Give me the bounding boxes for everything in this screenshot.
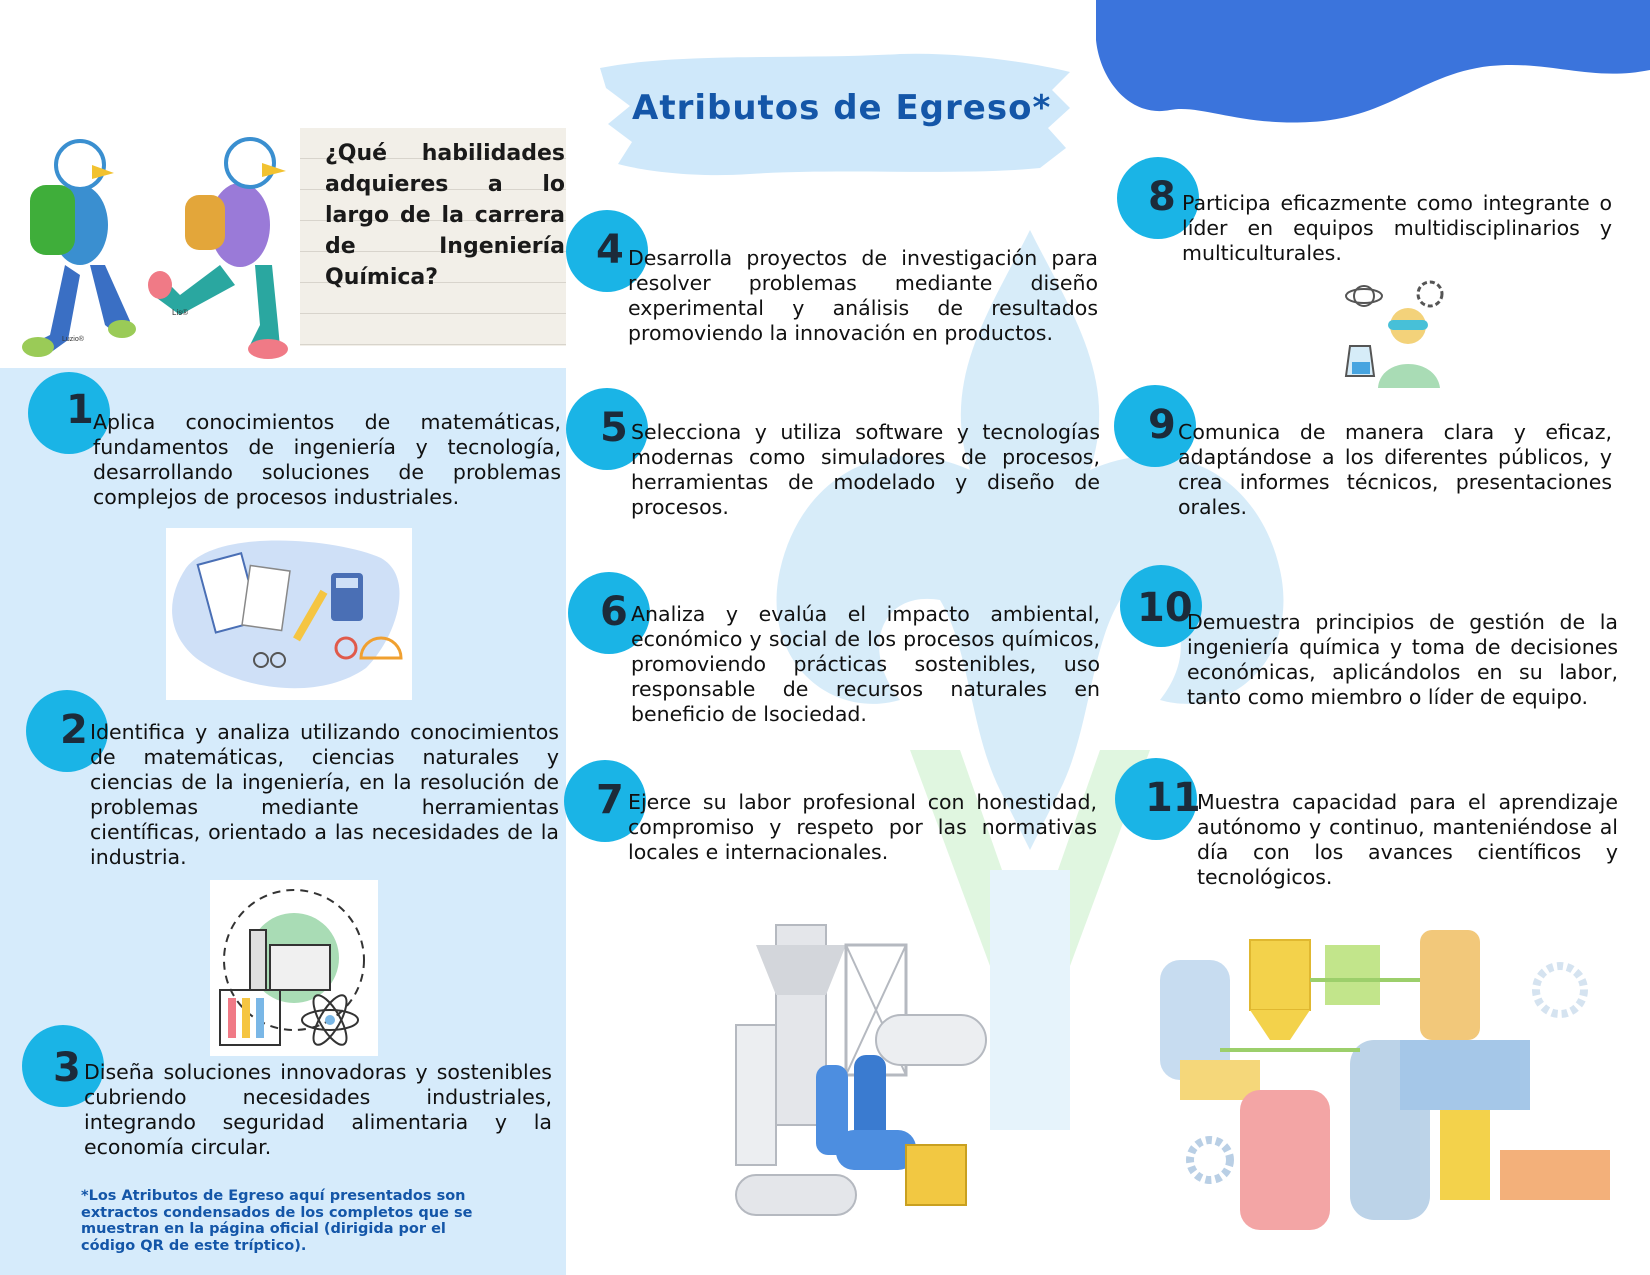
attribute-2-number: 2 xyxy=(60,707,88,753)
attribute-11-text: Muestra capacidad para el aprendizaje autónomo y continuo, manteniéndose al día con los avances científicos y tecnológicos. xyxy=(1197,790,1618,889)
attribute-8-text: Participa eficazmente como integrante o líder en equipos multidisciplinarios y multiculturales. xyxy=(1182,191,1612,265)
attribute-9-text: Comunica de manera clara y eficaz, adaptándose a los diferentes públicos, y crea informes técnicos, presentaciones orales. xyxy=(1178,420,1612,519)
attribute-10-text: Demuestra principios de gestión de la ingeniería química y toma de decisiones económicas, aplicándolos en su labor, tanto como miembro o líder de equipo. xyxy=(1187,610,1618,709)
scientist-illustration xyxy=(1340,276,1455,388)
processing-line-illustration xyxy=(1160,920,1620,1240)
attribute-2-text: Identifica y analiza utilizando conocimientos de matemáticas, ciencias naturales y ciencias de la ingeniería, en la resolución de problemas mediante herramientas científicas, orientado a las necesidades de la industria. xyxy=(90,720,559,869)
page-title: Atributos de Egreso* xyxy=(632,88,1052,128)
attribute-10-number: 10 xyxy=(1137,585,1193,631)
attribute-4-number: 4 xyxy=(596,227,624,273)
attribute-7-text: Ejerce su labor profesional con honestidad, compromiso y respeto por las normativas locales e internacionales. xyxy=(628,790,1097,864)
attribute-4-text: Desarrolla proyectos de investigación para resolver problemas mediante diseño experimental y análisis de resultados promoviendo la innovación en productos. xyxy=(628,246,1098,345)
mascot-label-luzio: Luzio® xyxy=(62,336,84,343)
attribute-8-number: 8 xyxy=(1148,174,1176,220)
footnote: *Los Atributos de Egreso aquí presentados son extractos condensados de los completos que se muestran en la página oficial (dirigida por el código QR de este tríptico). xyxy=(81,1188,473,1254)
top-blue-blob xyxy=(1090,0,1650,130)
mascot-lis xyxy=(148,139,288,359)
math-tools-illustration xyxy=(166,528,412,700)
attribute-1-text: Aplica conocimientos de matemáticas, fundamentos de ingeniería y tecnología, desarrollando soluciones de problemas complejos de procesos industriales. xyxy=(93,410,561,509)
attribute-3-number: 3 xyxy=(53,1045,81,1091)
attribute-6-text: Analiza y evalúa el impacto ambiental, económico y social de los procesos químicos, promoviendo prácticas sostenibles, uso responsable de recursos naturales en beneficio de lsociedad. xyxy=(631,602,1100,726)
attribute-5-number: 5 xyxy=(600,405,628,451)
attribute-3-text: Diseña soluciones innovadoras y sostenibles cubriendo necesidades industriales, integrando seguridad alimentaria y la economía circular. xyxy=(84,1060,552,1159)
attribute-6-number: 6 xyxy=(600,589,628,635)
mascot-luzio xyxy=(22,141,136,357)
attribute-1-number: 1 xyxy=(66,387,94,433)
industry-science-illustration xyxy=(210,880,378,1056)
attribute-5-text: Selecciona y utiliza software y tecnologías modernas como simuladores de procesos, herramientas de modelado y diseño de procesos. xyxy=(631,420,1100,519)
career-question: ¿Qué habilidades adquieres a lo largo de la carrera de Ingeniería Química? xyxy=(325,141,565,290)
attribute-11-number: 11 xyxy=(1145,775,1201,821)
attribute-7-number: 7 xyxy=(596,777,624,823)
mascot-label-lis: Lis® xyxy=(172,308,189,317)
attribute-9-number: 9 xyxy=(1148,402,1176,448)
mascots-illustration xyxy=(10,125,310,385)
chemical-plant-illustration xyxy=(676,905,1046,1265)
